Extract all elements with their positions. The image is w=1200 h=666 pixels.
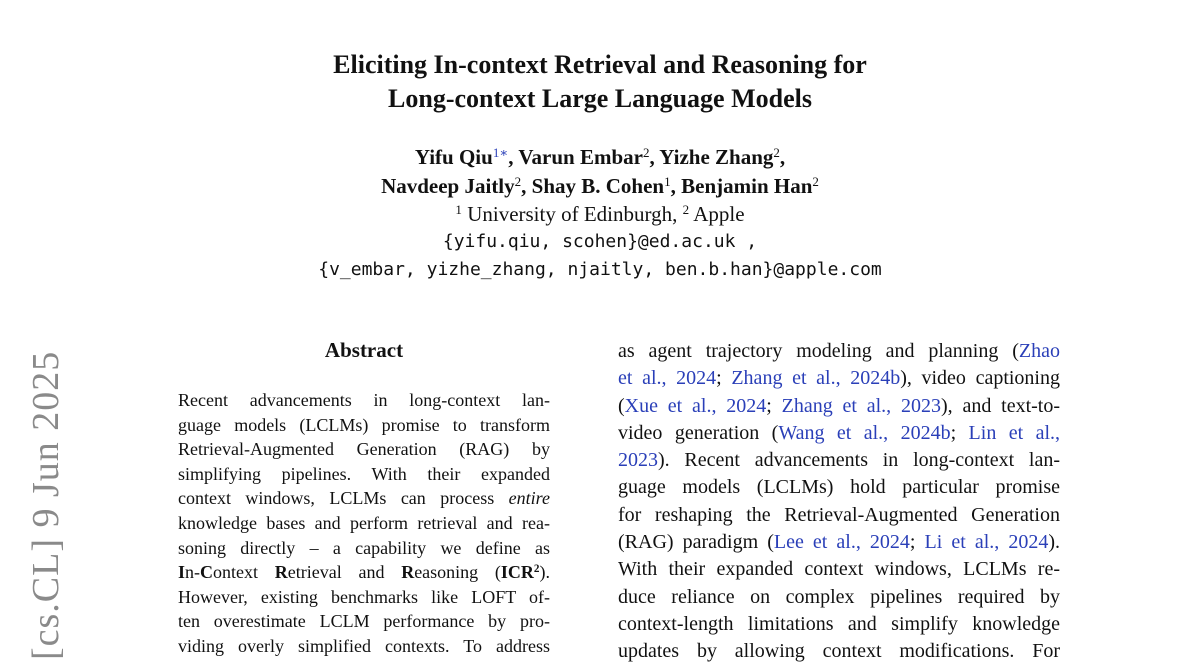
affiliation-mark: 2 bbox=[812, 173, 819, 189]
body-line: duce reliance on complex pipelines required by bbox=[618, 585, 1060, 608]
abstract-line: Recent advancements in long-context lan- bbox=[178, 390, 550, 410]
body-line: updates by allowing context modifications. For bbox=[618, 640, 1060, 663]
affiliation-mark: 1 bbox=[664, 173, 671, 189]
author-emails bbox=[200, 228, 1000, 284]
body-column-right bbox=[618, 338, 1060, 666]
author-list bbox=[200, 143, 1000, 201]
author-name: Varun Embar bbox=[518, 145, 643, 169]
author-name: Benjamin Han bbox=[681, 174, 813, 198]
paper-title bbox=[200, 48, 1000, 116]
email-line-1: {yifu.qiu, scohen}@ed.ac.uk , bbox=[442, 231, 758, 252]
citation-link[interactable]: Zhao bbox=[1018, 340, 1060, 362]
arxiv-stamp: [cs.CL] 9 Jun 2025 bbox=[25, 350, 67, 660]
affiliation-mark: 2 bbox=[514, 173, 522, 189]
citation-link[interactable]: 2023 bbox=[618, 449, 658, 472]
title-line-1: Eliciting In-context Retrieval and Reasoning for bbox=[333, 50, 867, 79]
email-line-2: {v_embar, yizhe_zhang, njaitly, ben.b.han}@apple.com bbox=[318, 259, 882, 280]
author-name: Yifu Qiu bbox=[414, 145, 493, 169]
citation-link[interactable]: Lin et al., bbox=[968, 421, 1061, 444]
abstract-heading: Abstract bbox=[324, 338, 404, 362]
body-line: video generation (Wang et al., 2024b; Lin et al., bbox=[618, 421, 1061, 444]
body-line: (RAG) paradigm (Lee et al., 2024; Li et al., 2024). bbox=[618, 531, 1061, 554]
body-line: 2023). Recent advancements in long-context lan- bbox=[618, 449, 1060, 472]
institution-2: Apple bbox=[693, 202, 745, 226]
body-line: guage models (LCLMs) hold particular promise bbox=[618, 476, 1060, 499]
citation-link[interactable]: Zhang et al., 2024b bbox=[731, 367, 901, 390]
citation-link[interactable]: Li et al., 2024 bbox=[924, 531, 1049, 554]
affiliation-mark: 2 bbox=[773, 144, 780, 160]
body-line: for reshaping the Retrieval-Augmented Generation bbox=[618, 503, 1060, 526]
citation-link[interactable]: Zhang et al., 2023 bbox=[781, 394, 941, 417]
abstract-line: guage models (LCLMs) promise to transform bbox=[178, 414, 550, 435]
body-line: as agent trajectory modeling and planning (Zhao bbox=[618, 340, 1060, 362]
abstract-line: knowledge bases and perform retrieval and rea- bbox=[178, 512, 550, 533]
abstract-line: viding overly simplified contexts. To address bbox=[178, 635, 550, 656]
abstract-line: simplifying pipelines. With their expanded bbox=[178, 463, 550, 484]
body-line: context-length limitations and simplify knowledge bbox=[618, 612, 1060, 635]
citation-link[interactable]: Xue et al., 2024 bbox=[624, 394, 767, 417]
author-line-2: Navdeep Jaitly$^2$, Shay B. Cohen$^1$, Benjamin Han$^2$ bbox=[381, 173, 819, 198]
author-name: Navdeep Jaitly bbox=[381, 174, 515, 198]
author-name: Yizhe Zhang bbox=[659, 145, 774, 169]
body-line: et al., 2024; Zhang et al., 2024b), video captioning bbox=[618, 367, 1060, 390]
citation-link[interactable]: et al., 2024 bbox=[618, 367, 717, 390]
affiliations: $^1$ University of Edinburgh, $^2$ Apple bbox=[455, 201, 745, 226]
abstract-line: ten overestimate LCLM performance by pro- bbox=[178, 611, 550, 632]
title-line-2: Long-context Large Language Models bbox=[388, 84, 812, 113]
abstract-line-icr: In-Context Retrieval and Reasoning (ICR$^2$). bbox=[178, 562, 550, 583]
abstract-line: soning directly – a capability we define as bbox=[178, 537, 550, 558]
abstract-line: context windows, LCLMs can process entire bbox=[178, 488, 550, 509]
affiliation-mark[interactable]: 1∗ bbox=[492, 144, 509, 160]
author-line-1: Yifu Qiu$^{1∗}$, Varun Embar$^2$, Yizhe Zhang$^2$, bbox=[414, 144, 786, 169]
abstract-line: Retrieval-Augmented Generation (RAG) by bbox=[178, 439, 550, 460]
citation-link[interactable]: Wang et al., 2024b bbox=[778, 421, 951, 444]
abstract-body bbox=[178, 388, 550, 659]
affiliation-mark: 2 bbox=[642, 144, 650, 160]
body-line: (Xue et al., 2024; Zhang et al., 2023), and text-to- bbox=[618, 394, 1061, 417]
body-line: With their expanded context windows, LCLMs re- bbox=[618, 558, 1060, 581]
citation-link[interactable]: Lee et al., 2024 bbox=[773, 531, 910, 554]
institution-1: University of Edinburgh, bbox=[467, 202, 678, 226]
abstract-line: However, existing benchmarks like LOFT of- bbox=[178, 586, 550, 607]
author-name: Shay B. Cohen bbox=[531, 174, 665, 198]
